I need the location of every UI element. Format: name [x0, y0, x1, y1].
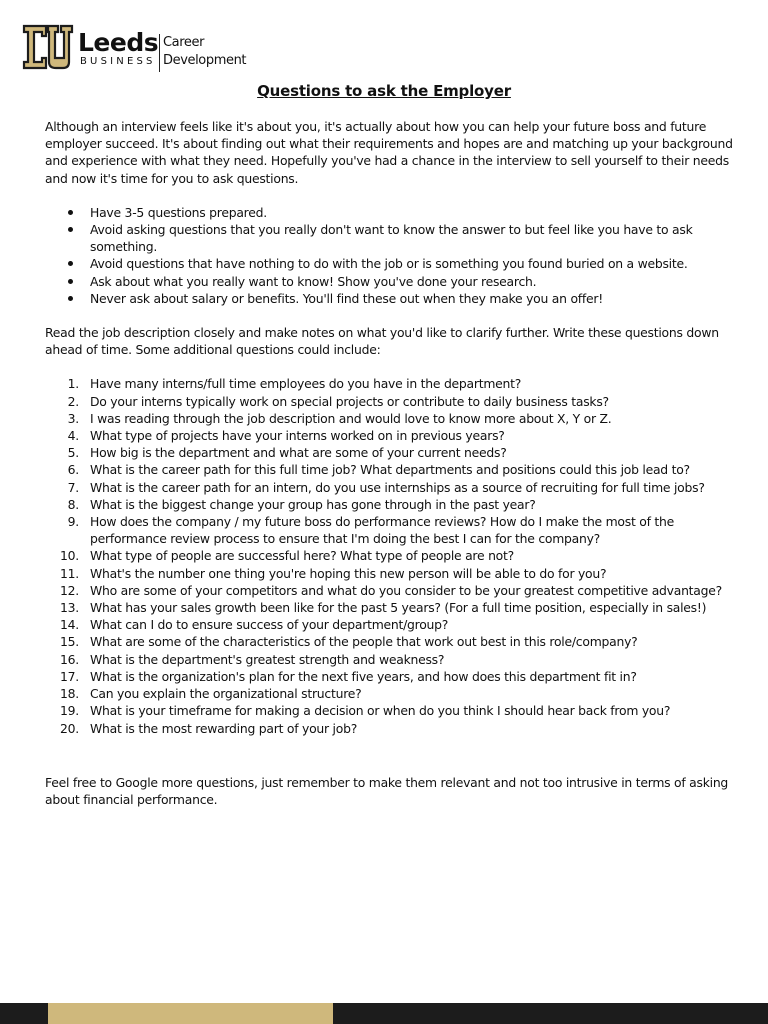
- question-item: [45, 599, 735, 616]
- question-number: 2.: [67, 393, 79, 409]
- question-text: What is the biggest change your group has gone through in the past year?: [90, 496, 536, 512]
- bullet-icon: [68, 279, 73, 284]
- question-text: What's the number one thing you're hoping this new person will be able to do for you?: [90, 565, 607, 581]
- footer-gold-stripe: [48, 1003, 333, 1024]
- header-divider: [159, 34, 160, 72]
- question-text: Who are some of your competitors and what do you consider to be your greatest competitive advantage?: [90, 582, 722, 598]
- question-number: 15.: [60, 634, 79, 650]
- question-item: [45, 633, 735, 650]
- page-header: [22, 20, 322, 74]
- page-title: Questions to ask the Employer: [257, 82, 511, 100]
- list-item-text: Have 3-5 questions prepared.: [90, 204, 267, 220]
- brand-subtitle: BUSINESS: [80, 56, 156, 67]
- question-text: What can I do to ensure success of your department/group?: [90, 617, 449, 633]
- question-item: [45, 720, 735, 737]
- list-item: [45, 204, 735, 221]
- question-item: [45, 685, 735, 702]
- question-number: 16.: [60, 651, 79, 667]
- question-text: How does the company / my future boss do performance reviews? How do I make the most of the performance review process to ensure that I'm doing the best I can for the company?: [90, 514, 674, 547]
- question-text: What is the career path for an intern, do you use internships as a source of recruiting for full time jobs?: [90, 479, 705, 495]
- closing-paragraph: Feel free to Google more questions, just remember to make them relevant and not too intrusive in terms of asking about financial performance.: [45, 774, 729, 807]
- question-number: 13.: [60, 600, 79, 616]
- question-item: [45, 461, 735, 478]
- question-number: 12.: [60, 582, 79, 598]
- list-item: [45, 221, 735, 255]
- question-text: What is the department's greatest strength and weakness?: [90, 651, 445, 667]
- question-item: [45, 702, 735, 719]
- question-number: 5.: [67, 445, 79, 461]
- list-item-text: Never ask about salary or benefits. You'll find these out when they make you an offer!: [90, 290, 603, 306]
- bullet-icon: [68, 261, 73, 266]
- cu-logo-icon: [22, 22, 74, 72]
- department-line-2: Development: [163, 53, 247, 68]
- list-item-text: Ask about what you really want to know! Show you've done your research.: [90, 273, 537, 289]
- question-text: What type of people are successful here? What type of people are not?: [90, 548, 514, 564]
- question-text: How big is the department and what are some of your current needs?: [90, 445, 507, 461]
- question-number: 1.: [67, 376, 79, 392]
- question-text: What are some of the characteristics of the people that work out best in this role/company?: [90, 634, 638, 650]
- question-number: 20.: [60, 720, 79, 736]
- question-number: 10.: [60, 548, 79, 564]
- question-number: 11.: [60, 565, 79, 581]
- question-number: 6.: [67, 462, 79, 478]
- tips-list: [45, 204, 735, 307]
- question-item: [45, 375, 735, 392]
- question-item: [45, 547, 735, 564]
- question-item: [45, 651, 735, 668]
- question-number: 18.: [60, 686, 79, 702]
- document-body: [45, 118, 735, 808]
- question-number: 3.: [67, 410, 79, 426]
- question-number: 17.: [60, 668, 79, 684]
- list-item: [45, 255, 735, 272]
- question-text: I was reading through the job description and would love to know more about X, Y or Z.: [90, 410, 612, 426]
- question-text: What is your timeframe for making a decision or when do you think I should hear back from you?: [90, 703, 671, 719]
- question-text: What is the career path for this full time job? What departments and positions could this job lead to?: [90, 462, 690, 478]
- question-number: 7.: [67, 479, 79, 495]
- bullet-icon: [68, 227, 73, 232]
- question-item: [45, 668, 735, 685]
- bullet-icon: [68, 210, 73, 215]
- list-item: [45, 290, 735, 307]
- intro-paragraph: Although an interview feels like it's about you, it's actually about how you can help your future boss and future employer succeed. It's about finding out what their requirements and hopes are and matching up your background and experience with what they need. Hopefully you've had a chance in the interview to sell yourself to their needs and now it's time for you to ask questions.: [45, 119, 733, 186]
- question-number: 8.: [67, 496, 79, 512]
- question-text: Can you explain the organizational structure?: [90, 686, 362, 702]
- question-item: [45, 444, 735, 461]
- questions-intro-paragraph: Read the job description closely and make notes on what you'd like to clarify further. Write these questions down ahead of time. Some additional questions could include:: [45, 325, 719, 358]
- question-item: [45, 427, 735, 444]
- question-item: [45, 582, 735, 599]
- questions-list: [45, 375, 735, 736]
- question-number: 9.: [67, 514, 79, 530]
- question-item: [45, 393, 735, 410]
- question-number: 14.: [60, 617, 79, 633]
- question-item: [45, 616, 735, 633]
- question-item: [45, 410, 735, 427]
- question-text: What has your sales growth been like for the past 5 years? (For a full time position, especially in sales!): [90, 600, 707, 616]
- list-item: [45, 273, 735, 290]
- question-text: Have many interns/full time employees do you have in the department?: [90, 376, 522, 392]
- question-text: What is the organization's plan for the next five years, and how does this department fit in?: [90, 668, 637, 684]
- question-item: [45, 479, 735, 496]
- question-number: 4.: [67, 428, 79, 444]
- list-item-text: Avoid asking questions that you really don't want to know the answer to but feel like you have to ask something.: [90, 222, 693, 255]
- question-number: 19.: [60, 703, 79, 719]
- question-item: [45, 513, 735, 547]
- bullet-icon: [68, 296, 73, 301]
- brand-name: Leeds: [78, 28, 159, 57]
- question-text: Do your interns typically work on special projects or contribute to daily business tasks?: [90, 393, 609, 409]
- question-item: [45, 565, 735, 582]
- question-item: [45, 496, 735, 513]
- question-text: What is the most rewarding part of your job?: [90, 720, 358, 736]
- department-line-1: Career: [163, 35, 205, 50]
- list-item-text: Avoid questions that have nothing to do with the job or is something you found buried on a website.: [90, 256, 688, 272]
- question-text: What type of projects have your interns worked on in previous years?: [90, 428, 505, 444]
